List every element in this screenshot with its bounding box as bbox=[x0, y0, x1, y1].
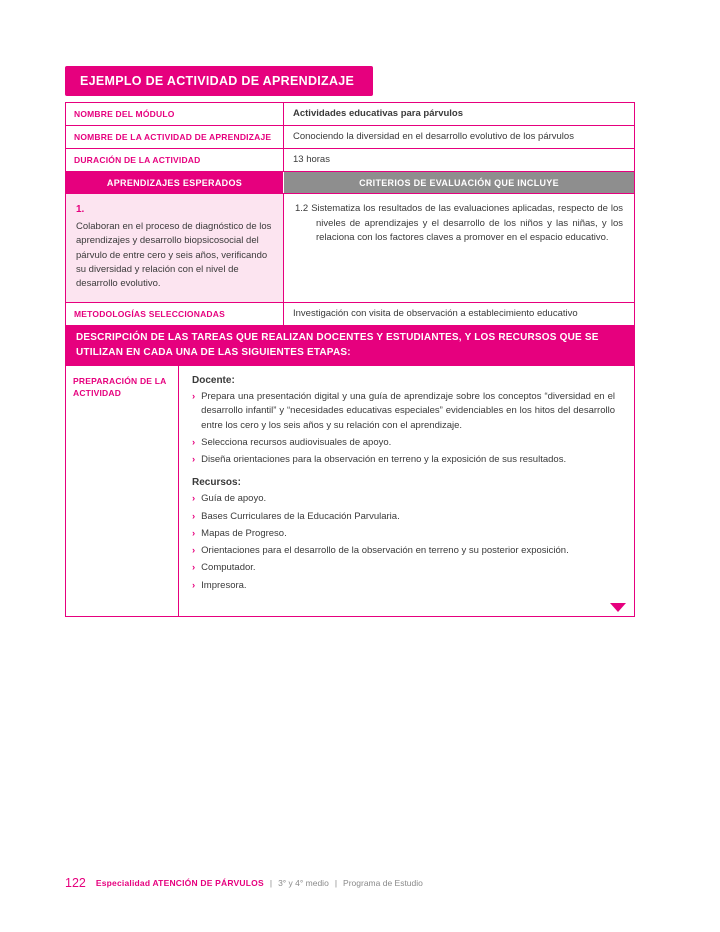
methodologies-label: METODOLOGÍAS SELECCIONADAS bbox=[66, 303, 284, 325]
footer-specialty: Especialidad ATENCIÓN DE PÁRVULOS bbox=[95, 878, 264, 888]
recurso-item bbox=[192, 510, 621, 524]
docente-task-item bbox=[192, 453, 621, 467]
evaluation-criteria-header: CRITERIOS DE EVALUACIÓN QUE INCLUYE bbox=[284, 172, 634, 193]
bullet-icon: › bbox=[192, 391, 196, 402]
recurso-item bbox=[192, 544, 621, 558]
document-page-content bbox=[65, 66, 635, 617]
docente-task-list bbox=[192, 390, 621, 467]
page-footer bbox=[65, 876, 423, 890]
activity-table bbox=[65, 102, 635, 617]
recurso-text: Guía de apoyo. bbox=[201, 493, 267, 505]
expected-learning-number: 1. bbox=[76, 204, 85, 215]
recurso-text: Bases Curriculares de la Educación Parvularia. bbox=[201, 510, 400, 522]
evaluation-criterion-text: Sistematiza los resultados de las evaluaciones aplicadas, respecto de los niveles de aprendizajes y el desarrollo de los niños y las niñas, y los relaciona con los factores claves a promover en el espacio educativo. bbox=[311, 203, 624, 244]
expected-learnings-header: APRENDIZAJES ESPERADOS bbox=[66, 172, 284, 193]
docente-task-text: Prepara una presentación digital y una guía de aprendizaje sobre los conceptos “diversidad en el desarrollo infantil” y “necesidades educativas especiales” evidenciables en los hitos del desarrollo entre los cero y los seis años y su relación con el aprendizaje. bbox=[201, 391, 615, 431]
recurso-text: Impresora. bbox=[201, 579, 247, 591]
methodologies-row bbox=[66, 302, 634, 325]
module-name-value: Actividades educativas para párvulos bbox=[293, 107, 464, 119]
recurso-item bbox=[192, 527, 621, 541]
activity-name-label: NOMBRE DE LA ACTIVIDAD DE APRENDIZAJE bbox=[66, 126, 284, 148]
footer-separator: | bbox=[269, 878, 273, 888]
expected-learning-item bbox=[66, 194, 284, 302]
activity-example-banner bbox=[65, 66, 373, 96]
footer-grade: 3° y 4° medio bbox=[278, 878, 329, 888]
evaluation-criterion-paragraph bbox=[295, 202, 623, 246]
bullet-icon: › bbox=[192, 436, 196, 448]
bullet-icon: › bbox=[192, 527, 196, 539]
preparation-stage-content bbox=[179, 366, 634, 616]
evaluation-criterion bbox=[284, 194, 634, 302]
expected-learning-text: Colaboran en el proceso de diagnóstico de los aprendizajes y desarrollo biopsicosocial del párvulo de entre cero y seis años, verificando su diversidad y relación con el nivel de desarrollo evolutivo. bbox=[76, 221, 272, 289]
module-name-label: NOMBRE DEL MÓDULO bbox=[66, 103, 284, 125]
bullet-icon: › bbox=[192, 510, 196, 522]
page-number: 122 bbox=[65, 876, 86, 890]
evaluation-criterion-number: 1.2 bbox=[295, 203, 309, 214]
bullet-icon: › bbox=[192, 454, 196, 465]
recurso-item bbox=[192, 492, 621, 506]
activity-name-row bbox=[66, 125, 634, 148]
learning-criteria-row bbox=[66, 193, 634, 302]
bullet-icon: › bbox=[192, 579, 196, 591]
recursos-heading: Recursos: bbox=[192, 477, 241, 489]
duration-row bbox=[66, 148, 634, 171]
continuation-arrow-icon bbox=[610, 603, 626, 612]
bullet-icon: › bbox=[192, 562, 196, 574]
recursos-list bbox=[192, 492, 621, 593]
activity-example-title: EJEMPLO DE ACTIVIDAD DE APRENDIZAJE bbox=[80, 74, 355, 88]
tasks-description-banner: DESCRIPCIÓN DE LAS TAREAS QUE REALIZAN DOCENTES Y ESTUDIANTES, Y LOS RECURSOS QUE SE UTILIZAN EN CADA UNA DE LAS SIGUIENTES ETAPAS: bbox=[66, 326, 634, 365]
module-name-row bbox=[66, 103, 634, 125]
bullet-icon: › bbox=[192, 493, 196, 505]
docente-task-item bbox=[192, 390, 621, 433]
recurso-text: Orientaciones para el desarrollo de la observación en terreno y su posterior exposición. bbox=[201, 545, 569, 556]
column-headers-row bbox=[66, 171, 634, 193]
recurso-text: Computador. bbox=[201, 562, 256, 574]
recurso-text: Mapas de Progreso. bbox=[201, 527, 287, 539]
tasks-description-row bbox=[66, 325, 634, 365]
footer-separator: | bbox=[334, 878, 338, 888]
docente-task-text: Diseña orientaciones para la observación en terreno y la exposición de sus resultados. bbox=[201, 454, 567, 465]
preparation-stage-row bbox=[66, 365, 634, 616]
recurso-item bbox=[192, 579, 621, 593]
recurso-item bbox=[192, 561, 621, 575]
activity-name-value: Conociendo la diversidad en el desarrollo evolutivo de los párvulos bbox=[293, 130, 574, 142]
docente-task-item bbox=[192, 436, 621, 450]
bullet-icon: › bbox=[192, 545, 196, 556]
duration-value: 13 horas bbox=[293, 153, 330, 165]
docente-task-text: Selecciona recursos audiovisuales de apoyo. bbox=[201, 436, 392, 448]
methodologies-value: Investigación con visita de observación a establecimiento educativo bbox=[293, 307, 578, 319]
footer-program: Programa de Estudio bbox=[343, 878, 423, 888]
footer-meta bbox=[96, 878, 423, 888]
docente-heading: Docente: bbox=[192, 375, 235, 386]
duration-label: DURACIÓN DE LA ACTIVIDAD bbox=[66, 149, 284, 171]
preparation-stage-label: PREPARACIÓN DE LA ACTIVIDAD bbox=[66, 366, 179, 616]
